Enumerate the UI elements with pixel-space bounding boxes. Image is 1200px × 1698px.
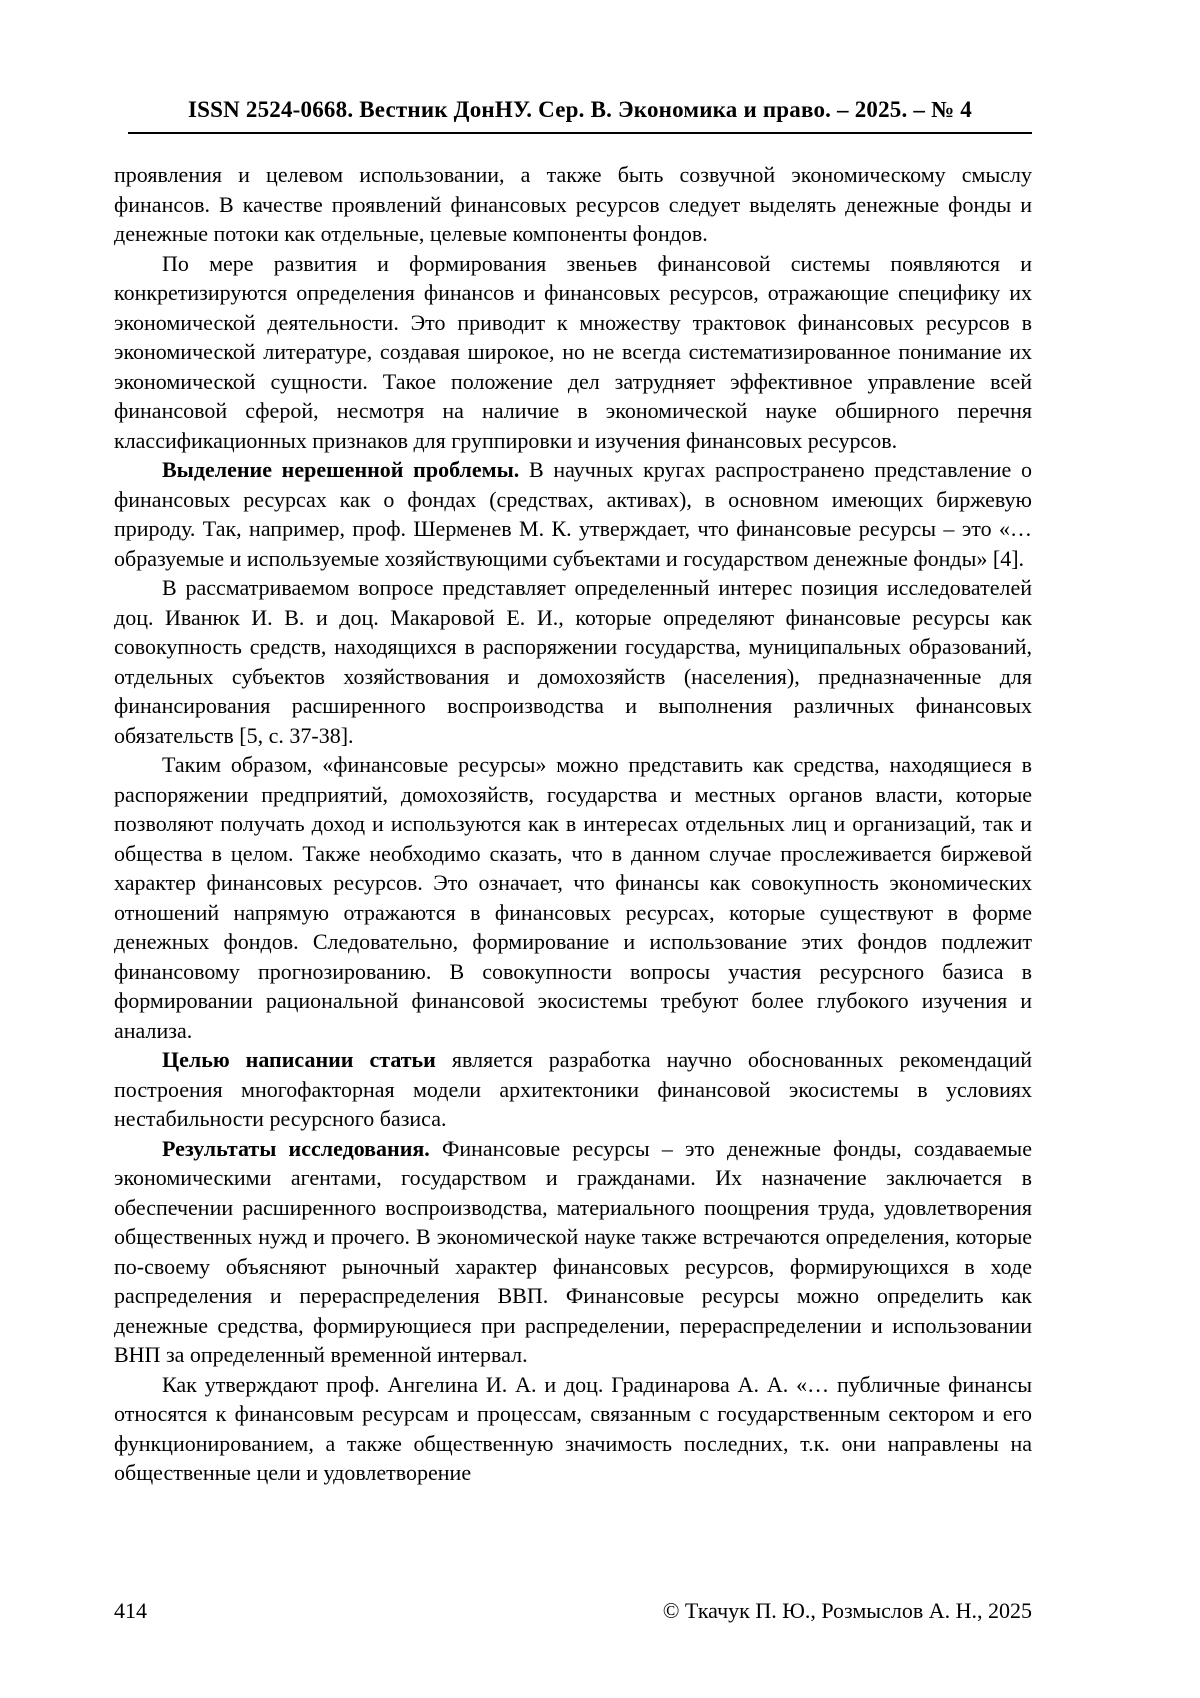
- paragraph: [114, 455, 1032, 573]
- article-body: [114, 160, 1032, 1488]
- page-number: 414: [114, 1598, 147, 1623]
- paragraph-lead: Выделение нерешенной проблемы.: [162, 457, 520, 482]
- paragraph: [114, 573, 1032, 750]
- paragraph-text: проявления и целевом использовании, а также быть созвучной экономическому смыслу финансов. В качестве проявлений финансовых ресурсов следует выделять денежные фонды и денежные потоки как отдельные, целевые компоненты фондов.: [114, 162, 1032, 246]
- paragraph: [114, 160, 1032, 249]
- paragraph-lead: Целью написании статьи: [162, 1047, 436, 1072]
- paragraph-text: Финансовые ресурсы – это денежные фонды, создаваемые экономическими агентами, государством и гражданами. Их назначение заключается в обеспечении расширенного воспроизводства, материального поощрения труда, удовлетворения общественных нужд и прочего. В экономической науке также встречаются определения, которые по-своему объясняют рыночный характер финансовых ресурсов, формирующихся в ходе распределения и перераспределения ВВП. Финансовые ресурсы можно определить как денежные средства, формирующиеся при распределении, перераспределении и использовании ВНП за определенный временной интервал.: [114, 1135, 1032, 1367]
- paragraph-text: Как утверждают проф. Ангелина И. А. и доц. Градинарова А. А. «… публичные финансы относятся к финансовым ресурсам и процессам, связанным с государственным сектором и его функционированием, а также общественную значимость последних, т.к. они направлены на общественные цели и удовлетворение: [114, 1371, 1032, 1485]
- copyright-notice: © Ткачук П. Ю., Розмыслов А. Н., 2025: [662, 1598, 1032, 1623]
- paragraph-text: По мере развития и формирования звеньев финансовой системы появляются и конкретизируются определения финансов и финансовых ресурсов, отражающие специфику их экономической деятельности. Это приводит к множеству трактовок финансовых ресурсов в экономической литературе, создавая широкое, но не всегда систематизированное понимание их экономической сущности. Такое положение дел затрудняет эффективное управление всей финансовой сферой, несмотря на наличие в экономической науке обширного перечня классификационных признаков для группировки и изучения финансовых ресурсов.: [114, 250, 1032, 453]
- paragraph: [114, 1370, 1032, 1488]
- journal-header-line: ISSN 2524-0668. Вестник ДонНУ. Сер. В. Экономика и право. – 2025. – № 4: [187, 97, 973, 122]
- paragraph: [114, 1134, 1032, 1370]
- paragraph: [114, 1045, 1032, 1134]
- paragraph-text: В рассматриваемом вопросе представляет определенный интерес позиция исследователей доц. Иванюк И. В. и доц. Макаровой Е. И., которые определяют финансовые ресурсы как совокупность средств, находящихся в распоряжении государства, муниципальных образований, отдельных субъектов хозяйствования и домохозяйств (населения), предназначенные для финансирования расширенного воспроизводства и выполнения различных финансовых обязательств [5, с. 37-38].: [114, 575, 1032, 748]
- page-footer: [114, 1598, 1032, 1624]
- header-rule: [128, 132, 1032, 134]
- paragraph: [114, 249, 1032, 456]
- paragraph-text: Таким образом, «финансовые ресурсы» можно представить как средства, находящиеся в распоряжении предприятий, домохозяйств, государства и местных органов власти, которые позволяют получать доход и используются как в интересах отдельных лиц и организаций, так и общества в целом. Также необходимо сказать, что в данном случае прослеживается биржевой характер финансовых ресурсов. Это означает, что финансы как совокупность экономических отношений напрямую отражаются в финансовых ресурсах, которые существуют в форме денежных фондов. Следовательно, формирование и использование этих фондов подлежит финансовому прогнозированию. В совокупности вопросы участия ресурсного базиса в формировании рациональной финансовой экосистемы требуют более глубокого изучения и анализа.: [114, 752, 1032, 1043]
- paragraph: [114, 750, 1032, 1045]
- paragraph-text: В научных кругах распространено представление о финансовых ресурсах как о фондах (средствах, активах), в основном имеющих биржевую природу. Так, например, проф. Шерменев М. К. утверждает, что финансовые ресурсы – это «…образуемые и используемые хозяйствующими субъектами и государством денежные фонды» [4].: [114, 457, 1032, 571]
- paragraph-lead: Результаты исследования.: [162, 1135, 430, 1161]
- paragraph-text: является разработка научно обоснованных рекомендаций построения многофакторная модели архитектоники финансовой экосистемы в условиях нестабильности ресурсного базиса.: [114, 1047, 1032, 1131]
